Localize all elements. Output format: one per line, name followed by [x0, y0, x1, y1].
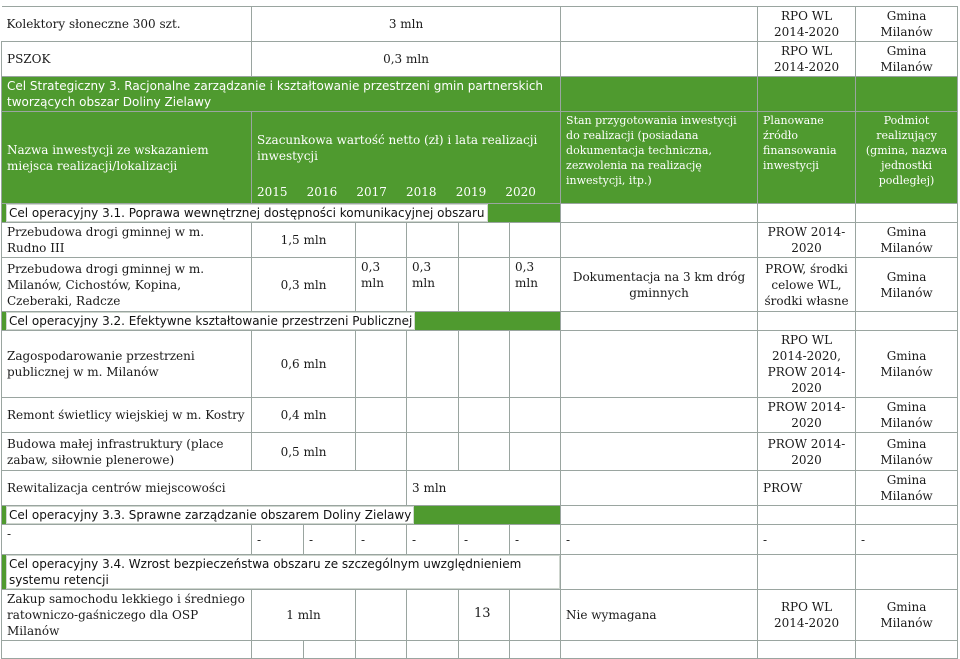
years-row: [257, 184, 555, 200]
preparation-status: Dokumentacja na 3 km dróg gminnych: [561, 258, 758, 312]
investment-name: Przebudowa drogi gminnej w m. Rudno III: [2, 223, 252, 258]
table-row: [2, 42, 958, 77]
funding-source: PROW, środki celowe WL, środki własne: [758, 258, 856, 312]
investment-name: Zagospodarowanie przestrzeni publicznej w m. Milanów: [2, 331, 252, 398]
dash-cell: -: [510, 525, 561, 555]
funding-source: RPO WL 2014-2020: [758, 590, 856, 641]
funding-source: PROW 2014-2020: [758, 398, 856, 433]
dash-cell: -: [856, 525, 958, 555]
implementing-body: Gmina Milanów: [856, 471, 958, 506]
operational-goal: Cel operacyjny 3.4. Wzrost bezpieczeństwa obszaru ze szczególnym uwzględnieniem systemu retencji: [6, 555, 560, 589]
header-leader: Podmiot realizujący (gmina, nazwa jednostki podległej): [856, 112, 958, 204]
implementing-body: Gmina Milanów: [856, 42, 958, 77]
goal-row: [2, 204, 958, 223]
dash-cell: -: [459, 525, 510, 555]
investment-name: Budowa małej infrastruktury (place zabaw, siłownie plenerowe): [2, 433, 252, 471]
value-2015: 0,6 mln: [252, 331, 356, 398]
page-number: 13: [474, 606, 491, 621]
implementing-body: Gmina Milanów: [856, 433, 958, 471]
investment-name: Kolektory słoneczne 300 szt.: [2, 7, 252, 42]
value-2017: 0,3 mln: [407, 258, 459, 312]
table-row: [2, 641, 958, 659]
funding-source: PROW 2014-2020: [758, 433, 856, 471]
investment-name: Zakup samochodu lekkiego i średniego ratowniczo-gaśniczego dla OSP Milanów: [2, 590, 252, 641]
implementing-body: Gmina Milanów: [856, 590, 958, 641]
value-2019: 0,3 mln: [510, 258, 561, 312]
table-row: [2, 7, 958, 42]
value-2018: [459, 258, 510, 312]
implementing-body: Gmina Milanów: [856, 223, 958, 258]
table-row: [2, 331, 958, 398]
dash-cell: -: [356, 525, 407, 555]
cost-value: 0,3 mln: [252, 42, 561, 77]
operational-goal: Cel operacyjny 3.2. Efektywne kształtowanie przestrzeni Publicznej: [6, 312, 415, 330]
value-2015: 0,4 mln: [252, 398, 356, 433]
value-2016: 0,3 mln: [356, 258, 407, 312]
funding-source: PROW 2014-2020: [758, 223, 856, 258]
goal-row: [2, 312, 958, 331]
table-row: [2, 433, 958, 471]
table-row: [2, 471, 958, 506]
table-row: [2, 258, 958, 312]
year-label: 2016: [306, 185, 338, 199]
header-source: Planowane źródło finansowania inwestycji: [758, 112, 856, 204]
header-status: Stan przygotowania inwestycji do realizacji (posiadana dokumentacja techniczna, zezwolenia na realizację inwestycji, itp.): [561, 112, 758, 204]
year-label: 2019: [455, 185, 487, 199]
investment-name: Remont świetlicy wiejskiej w m. Kostry: [2, 398, 252, 433]
implementing-body: Gmina Milanów: [856, 331, 958, 398]
dash-cell: -: [252, 525, 304, 555]
year-label: 2017: [356, 185, 387, 199]
goal-row: [2, 506, 958, 525]
preparation-status: Nie wymagana: [561, 590, 758, 641]
dash-cell: -: [758, 525, 856, 555]
implementing-body: Gmina Milanów: [856, 7, 958, 42]
operational-goal: Cel operacyjny 3.3. Sprawne zarządzanie obszarem Doliny Zielawy: [6, 506, 414, 524]
dash-cell: -: [407, 525, 459, 555]
implementing-body: Gmina Milanów: [856, 398, 958, 433]
value-2015: 1 mln: [252, 590, 356, 641]
cost-value: 3 mln: [252, 7, 561, 42]
header-name: Nazwa inwestycji ze wskazaniem miejsca realizacji/lokalizacji: [7, 142, 209, 173]
header-value: Szacunkowa wartość netto (zł) i lata realizacji inwestycji: [257, 133, 538, 163]
dash-cell: -: [304, 525, 356, 555]
strategic-goal-row: [2, 77, 958, 112]
investment-name: Przebudowa drogi gminnej w m. Milanów, Cichostów, Kopina, Czeberaki, Radcze: [2, 258, 252, 312]
table-row: [2, 525, 958, 555]
funding-source: PROW: [758, 471, 856, 506]
dash-cell: -: [561, 525, 758, 555]
value-2015: 0,5 mln: [252, 433, 356, 471]
table-row: [2, 223, 958, 258]
operational-goal: Cel operacyjny 3.1. Poprawa wewnętrznej dostępności komunikacyjnej obszaru: [6, 204, 488, 222]
year-label: 2015: [257, 185, 288, 199]
funding-source: RPO WL 2014-2020: [758, 42, 856, 77]
value-2018: 3 mln: [407, 471, 561, 506]
table-header: [2, 112, 958, 204]
investment-name: Rewitalizacja centrów miejscowości: [2, 471, 407, 506]
funding-source: RPO WL 2014-2020, PROW 2014-2020: [758, 331, 856, 398]
implementing-body: Gmina Milanów: [856, 258, 958, 312]
investment-table: [1, 6, 958, 659]
value-2015: 0,3 mln: [252, 258, 356, 312]
investment-name: PSZOK: [2, 42, 252, 77]
table-row: [2, 398, 958, 433]
value-2015: 1,5 mln: [252, 223, 356, 258]
funding-source: RPO WL 2014-2020: [758, 7, 856, 42]
year-label: 2020: [505, 185, 536, 199]
strategic-goal: Cel Strategiczny 3. Racjonalne zarządzanie i kształtowanie przestrzeni gmin partnerskich tworzących obszar Doliny Zielawy: [2, 77, 561, 112]
goal-row: [2, 555, 958, 590]
year-label: 2018: [406, 185, 437, 199]
investment-name: -: [2, 525, 252, 555]
